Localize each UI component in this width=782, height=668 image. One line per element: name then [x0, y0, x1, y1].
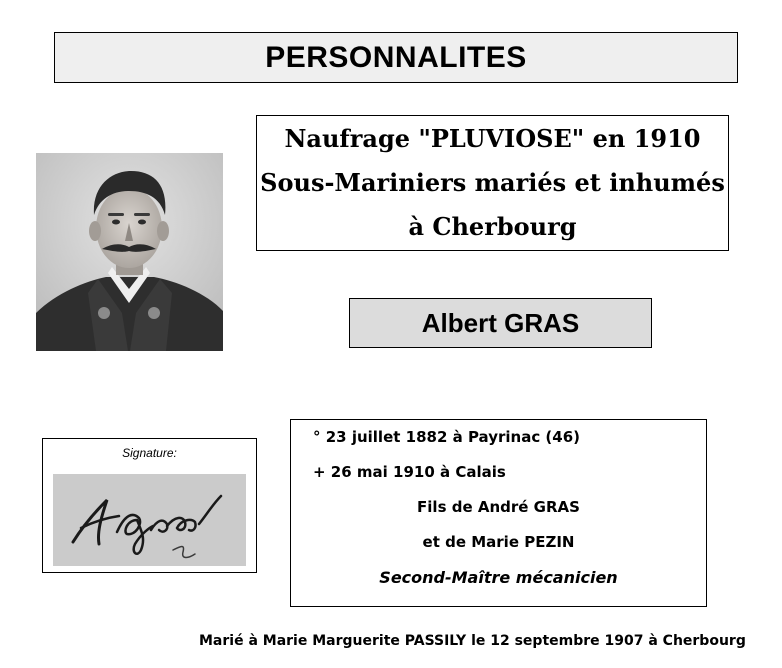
bio-box: [290, 419, 707, 607]
signature-box: [42, 438, 257, 573]
portrait-photo: [36, 153, 223, 351]
signature-label: Signature:: [122, 446, 177, 460]
event-box: [256, 115, 729, 251]
marriage-info: Marié à Marie Marguerite PASSILY le 12 septembre 1907 à Cherbourg: [199, 633, 746, 649]
death-info: + 26 mai 1910 à Calais: [313, 463, 506, 481]
event-line-3: à Cherbourg: [408, 212, 577, 241]
mother-info: et de Marie PEZIN: [422, 533, 575, 551]
event-line-1: Naufrage "PLUVIOSE" en 1910: [284, 124, 701, 153]
signature-image: [53, 474, 246, 566]
event-line-2: Sous-Mariniers mariés et inhumés: [260, 168, 725, 197]
name-box: [349, 298, 652, 348]
page-title: PERSONNALITES: [265, 40, 527, 74]
rank-info: Second-Maître mécanicien: [379, 568, 618, 587]
birth-info: ° 23 juillet 1882 à Payrinac (46): [313, 428, 581, 446]
father-info: Fils de André GRAS: [417, 498, 580, 516]
person-name: Albert GRAS: [421, 307, 580, 338]
title-banner: [54, 32, 738, 83]
